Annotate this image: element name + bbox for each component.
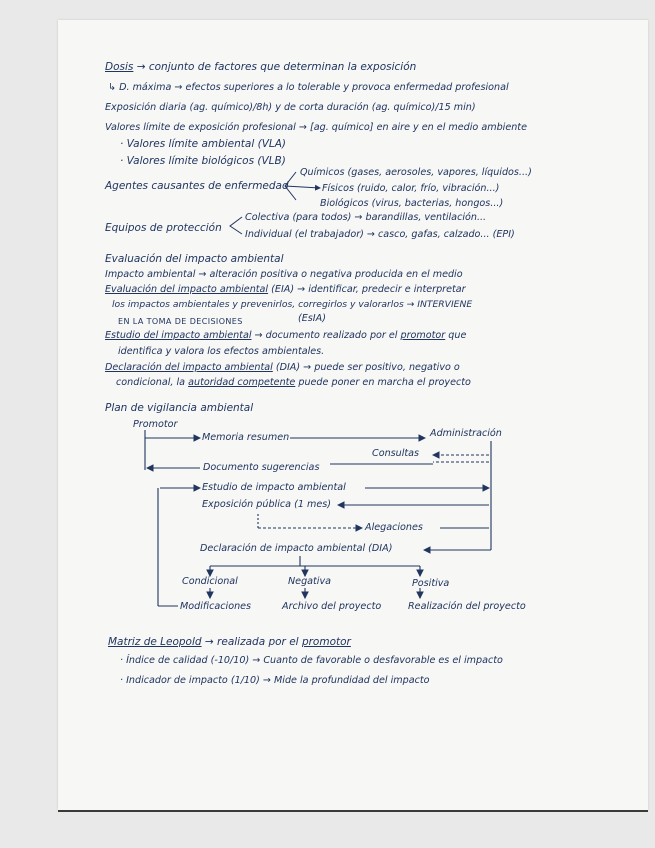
esia-definition-a: → documento realizado por el (251, 330, 401, 341)
dosis-term: Dosis (105, 61, 134, 73)
node-promotor: Promotor (133, 419, 178, 430)
exposicion-line: Exposición diaria (ag. químico)/8h) y de corta duración (ag. químico)/15 min) (105, 102, 476, 113)
evaluacion-title: Evaluación del impacto ambiental (105, 253, 284, 265)
dia-definition: (DIA) → puede ser positivo, negativo o (272, 362, 460, 373)
eia-definition: (EIA) → identificar, predecir e interpretar (268, 284, 466, 295)
biologicos-item: Biológicos (virus, bacterias, hongos...) (320, 198, 504, 209)
node-modificaciones: Modificaciones (180, 601, 252, 612)
dia-term: Declaración del impacto ambiental (105, 362, 273, 373)
agentes-label: Agentes causantes de enfermedad (105, 180, 289, 192)
colectiva-item: Colectiva (para todos) → barandillas, ventilación... (245, 212, 487, 223)
node-positiva: Positiva (412, 578, 450, 589)
node-memoria-resumen: Memoria resumen (202, 432, 290, 443)
node-administracion: Administración (430, 428, 502, 439)
equipos-label: Equipos de protección (105, 222, 222, 234)
node-realizacion-proyecto: Realización del proyecto (408, 601, 526, 612)
vlb-item: · Valores límite biológicos (VLB) (120, 155, 286, 167)
node-alegaciones: Alegaciones (365, 522, 423, 533)
autoridad-competente: autoridad competente (188, 377, 296, 388)
agentes-fisicos-arrow (285, 186, 320, 188)
individual-item: Individual (el trabajador) → casco, gafas, calzado... (EPI) (245, 229, 515, 240)
node-negativa: Negativa (288, 576, 332, 587)
dia-line-2-b: puede poner en marcha el proyecto (295, 377, 471, 388)
indice-calidad-item: · Índice de calidad (-10/10) → Cuanto de favorable o desfavorable es el impacto (120, 655, 503, 666)
dia-line-2-a: condicional, la (116, 377, 189, 388)
plan-title: Plan de vigilancia ambiental (105, 402, 254, 414)
valores-limite-line: Valores límite de exposición profesional → [ag. químico] en aire y en el medio ambiente (105, 122, 527, 133)
impacto-line: Impacto ambiental → alteración positiva o negativa producida en el medio (105, 269, 463, 280)
fisicos-item: Físicos (ruido, calor, frío, vibración...) (322, 183, 500, 194)
node-exposicion-publica: Exposición pública (1 mes) (202, 499, 331, 510)
node-dia: Declaración de impacto ambiental (DIA) (200, 543, 393, 554)
node-consultas: Consultas (372, 448, 420, 459)
leopold-term: Matriz de Leopold (108, 636, 202, 648)
dosis-maxima-line: ↳ D. máxima → efectos superiores a lo tolerable y provoca enfermedad profesional (108, 82, 509, 93)
esia-abbreviation: (EsIA) (298, 313, 326, 324)
eia-line-2: los impactos ambientales y prevenirlos, corregirlos y valorarlos → INTERVIENE (112, 299, 473, 310)
node-condicional: Condicional (182, 576, 238, 587)
leopold-promotor: promotor (301, 636, 351, 648)
eia-line-3: EN LA TOMA DE DECISIONES (118, 317, 243, 326)
leopold-definition-a: → realizada por el (201, 636, 302, 648)
dosis-definition: → conjunto de factores que determinan la exposición (133, 61, 417, 73)
vla-item: · Valores límite ambiental (VLA) (120, 138, 287, 150)
esia-promotor: promotor (400, 330, 446, 341)
equipos-bracket (230, 217, 242, 234)
node-documento-sugerencias: Documento sugerencias (203, 462, 320, 473)
eia-term: Evaluación del impacto ambiental (105, 284, 269, 295)
quimicos-item: Químicos (gases, aerosoles, vapores, líquidos...) (300, 167, 532, 178)
indicador-impacto-item: · Indicador de impacto (1/10) → Mide la profundidad del impacto (120, 675, 430, 686)
node-estudio-impacto: Estudio de impacto ambiental (202, 482, 346, 493)
esia-definition-b: que (445, 330, 467, 341)
esia-term: Estudio del impacto ambiental (105, 330, 252, 341)
esia-line-2: identifica y valora los efectos ambientales. (118, 346, 325, 357)
node-archivo-proyecto: Archivo del proyecto (282, 601, 382, 612)
